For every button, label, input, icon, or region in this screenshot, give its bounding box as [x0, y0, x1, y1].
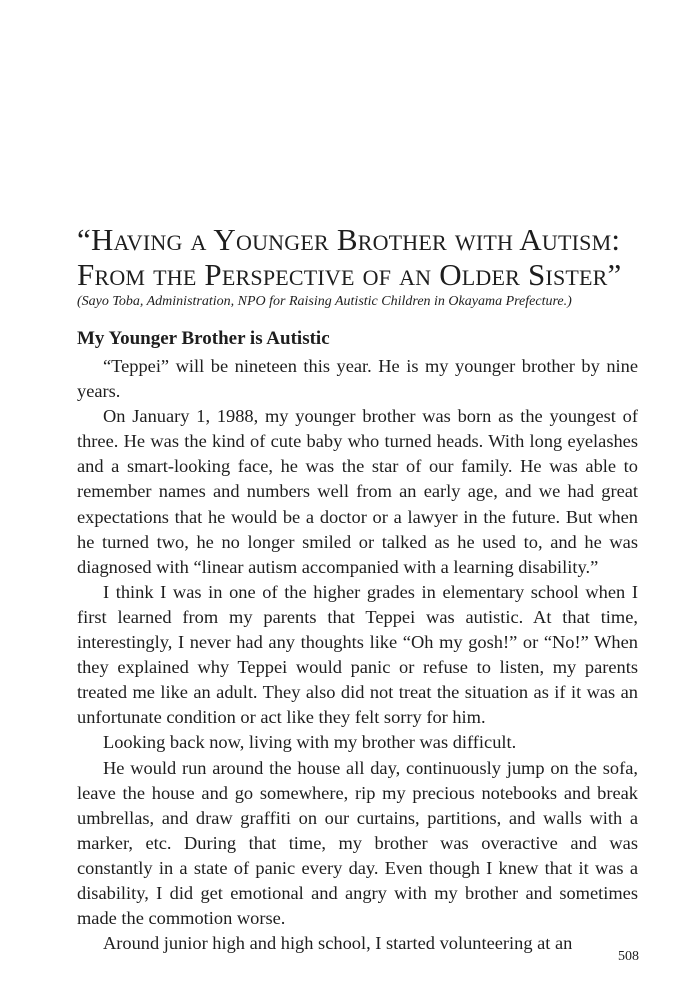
paragraph: Looking back now, living with my brother was difficult. [103, 732, 517, 753]
article-title-line-2: From the Perspective of an Older Sister” [77, 257, 622, 292]
section-heading: My Younger Brother is Autistic [77, 328, 330, 349]
article-byline: (Sayo Toba, Administration, NPO for Raising Autistic Children in Okayama Prefecture.) [77, 294, 572, 309]
paragraph: I think I was in one of the higher grades in elementary school when I first learned from my parents that Teppei was autistic. At that time, interestingly, I never had any thoughts like “Oh my gosh!” or “No!” When they explained why Teppei would panic or refuse to listen, my parents treated me like an adult. They also did not treat the situation as if it was an unfortunate condition or act like they felt sorry for him. [77, 581, 638, 728]
article-title-line-1: “Having a Younger Brother with Autism: [77, 222, 621, 257]
page-number: 508 [618, 949, 639, 964]
paragraph: “Teppei” will be nineteen this year. He is my younger brother by nine years. [77, 356, 638, 402]
paragraph: Around junior high and high school, I started volunteering at an [103, 933, 573, 954]
paragraph: He would run around the house all day, continuously jump on the sofa, leave the house and go somewhere, rip my precious notebooks and break umbrellas, and draw graffiti on our curtains, partitions, and walls with a marker, etc. During that time, my brother was overactive and was constantly in a state of panic every day. Even though I knew that it was a disability, I did get emotional and angry with my brother and sometimes made the commotion worse. [77, 757, 638, 929]
article-body [77, 354, 638, 956]
article-title [77, 222, 657, 292]
paragraph: On January 1, 1988, my younger brother was born as the youngest of three. He was the kind of cute baby who turned heads. With long eyelashes and a smart-looking face, he was the star of our family. He was able to remember names and numbers well from an early age, and we had great expectations that he would be a doctor or a lawyer in the future. But when he turned two, he no longer smiled or talked as he used to, and he was diagnosed with “linear autism accompanied with a learning disability.” [77, 406, 638, 577]
